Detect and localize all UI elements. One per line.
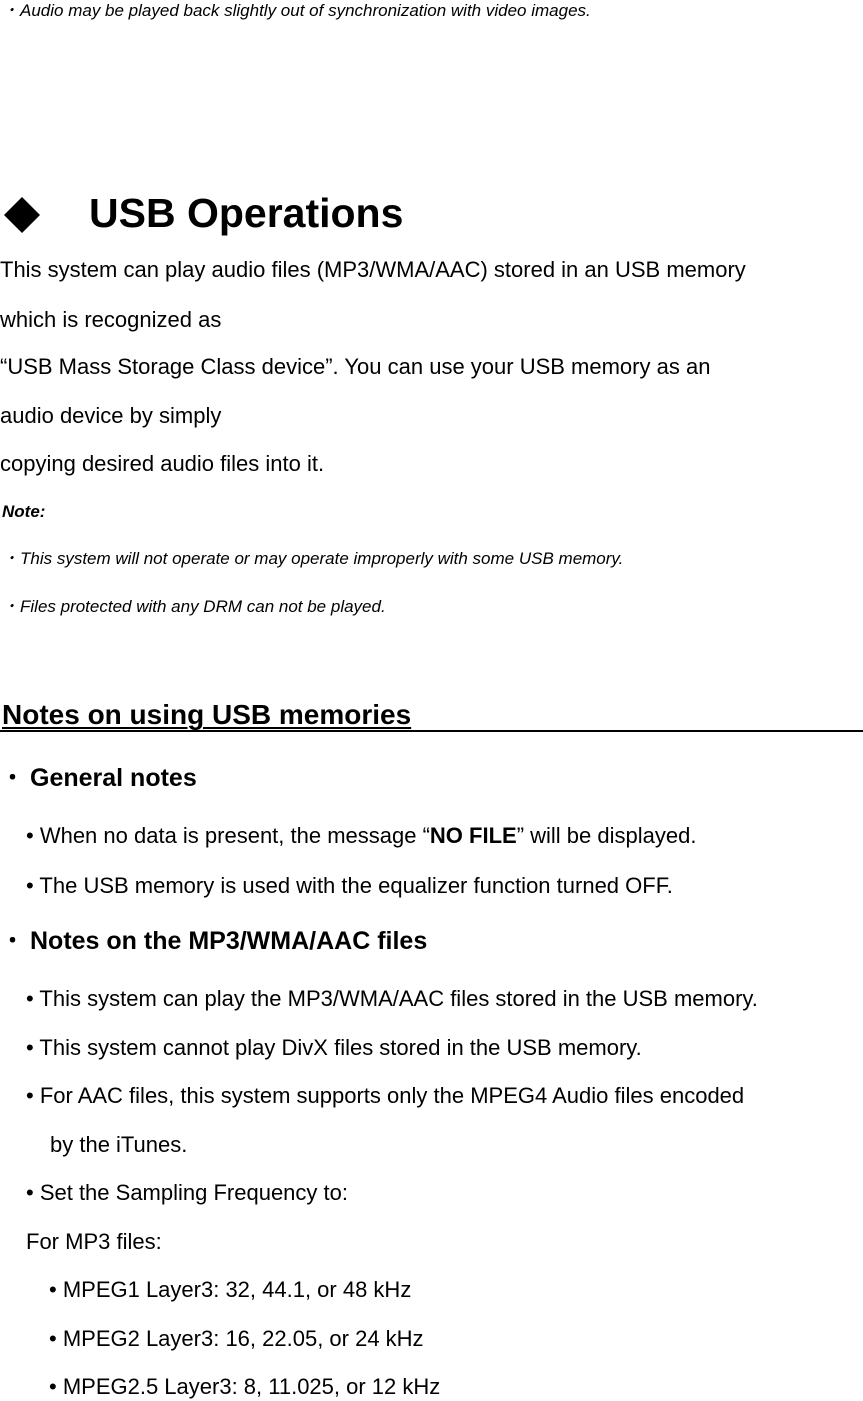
general-note-1-after: ” will be displayed.: [516, 823, 697, 848]
usb-paragraph-line-3: “USB Mass Storage Class device”. You can use your USB memory as an: [0, 354, 711, 379]
general-notes-heading: [0, 766, 197, 791]
files-note-4: • Set the Sampling Frequency to:: [26, 1180, 348, 1205]
usb-note-1-text: This system will not operate or may operate improperly with some USB memory.: [20, 549, 624, 568]
files-note-1: • This system can play the MP3/WMA/AAC files stored in the USB memory.: [26, 986, 758, 1011]
usb-note-2-bullet: ・: [2, 597, 19, 616]
general-note-1-bold: NO FILE: [429, 823, 517, 848]
general-note-2: • The USB memory is used with the equalizer function turned OFF.: [26, 873, 673, 898]
general-note-1: [26, 825, 696, 847]
general-notes-heading-text: General notes: [30, 764, 197, 792]
section-rule: [0, 730, 863, 732]
usb-paragraph-line-4: audio device by simply: [0, 403, 222, 428]
usb-paragraph-line-2: which is recognized as: [0, 307, 222, 332]
note-label: Note:: [2, 502, 46, 521]
usb-note-2-text: Files protected with any DRM can not be played.: [20, 597, 386, 616]
mp3-rate-mpeg2: • MPEG2 Layer3: 16, 22.05, or 24 kHz: [49, 1326, 424, 1351]
mp3-rate-mpeg25: • MPEG2.5 Layer3: 8, 11.025, or 12 kHz: [49, 1374, 441, 1399]
files-notes-bullet: ・: [0, 927, 26, 955]
general-notes-bullet: ・: [0, 764, 26, 792]
usb-paragraph-line-1: This system can play audio files (MP3/WMA/AAC) stored in an USB memory: [0, 257, 746, 282]
mp3-rate-mpeg1: • MPEG1 Layer3: 32, 44.1, or 48 kHz: [49, 1277, 412, 1302]
usb-notes-title: Notes on using USB memories: [2, 699, 412, 730]
mp3-files-label: For MP3 files:: [26, 1229, 162, 1254]
usb-note-1-bullet: ・: [2, 549, 19, 568]
usb-note-1: [2, 550, 623, 567]
usb-paragraph-line-5: copying desired audio files into it.: [0, 451, 325, 476]
top-note-bullet: ・: [2, 1, 19, 20]
files-note-3: • For AAC files, this system supports only the MPEG4 Audio files encoded: [26, 1083, 745, 1108]
top-note: [2, 2, 591, 19]
usb-operations-title: USB Operations: [89, 190, 404, 236]
general-note-1-before: • When no data is present, the message “: [26, 823, 430, 848]
files-notes-heading: [0, 929, 427, 954]
files-notes-heading-text: Notes on the MP3/WMA/AAC files: [30, 927, 428, 955]
top-note-text: Audio may be played back slightly out of synchronization with video images.: [20, 1, 591, 20]
diamond-icon: [4, 197, 40, 233]
files-note-3-continued: by the iTunes.: [50, 1132, 188, 1157]
usb-note-2: [2, 598, 386, 615]
files-note-2: • This system cannot play DivX files stored in the USB memory.: [26, 1035, 642, 1060]
